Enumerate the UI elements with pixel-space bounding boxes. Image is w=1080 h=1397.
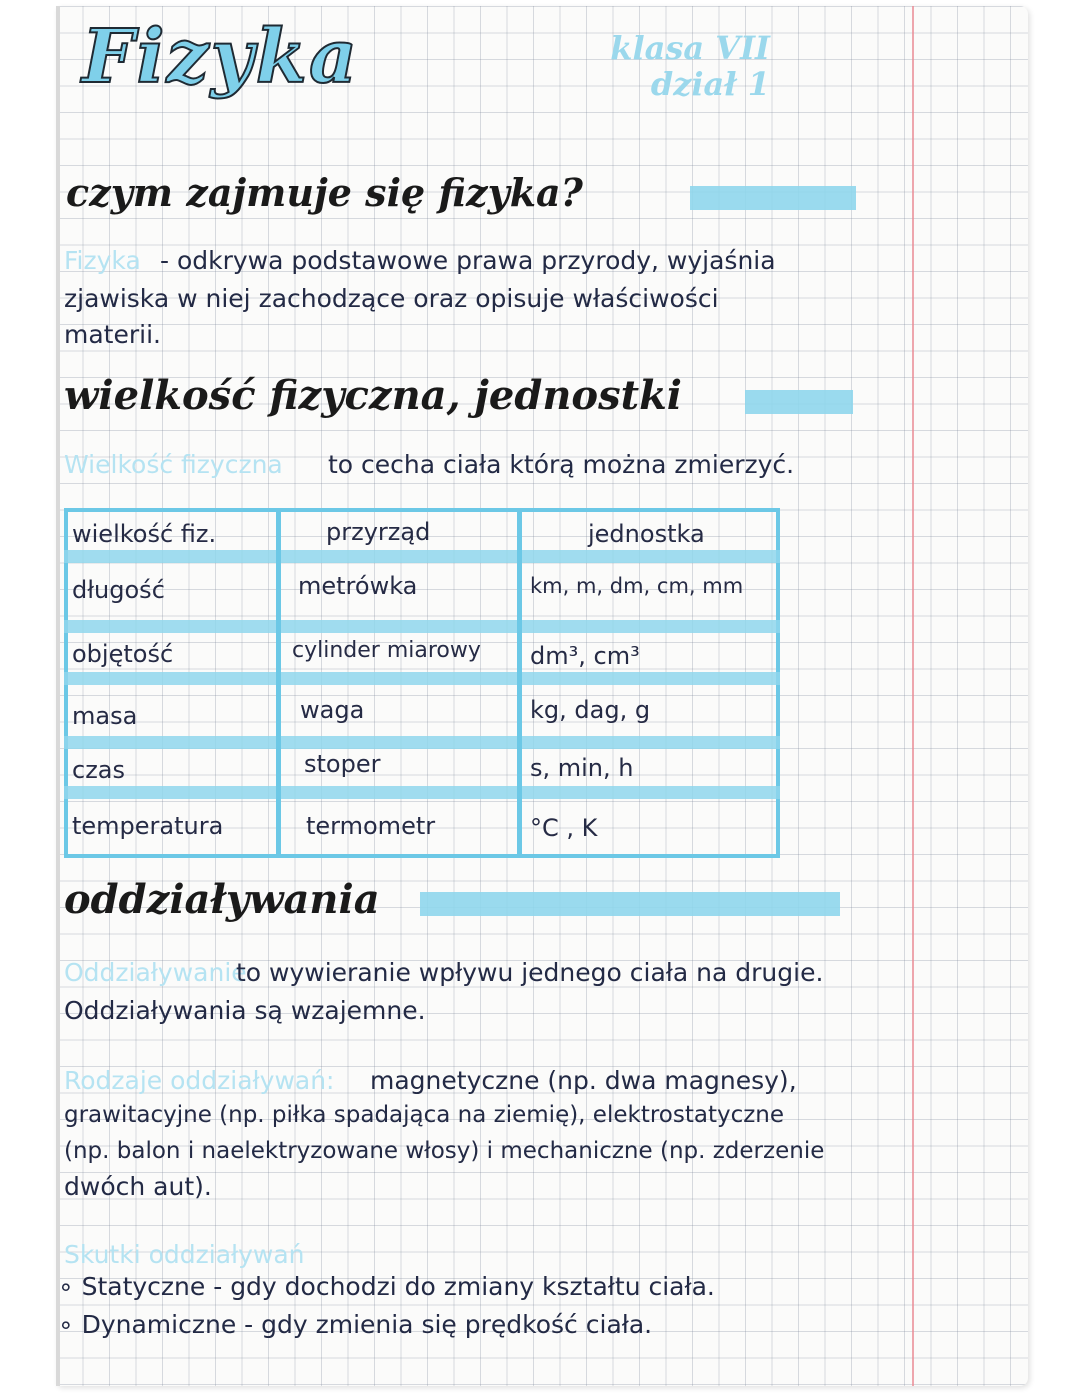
table-cell: dm³, cm³ [530,642,640,670]
term-physics: Fizyka [64,246,141,275]
table-cell: °C , K [530,814,598,842]
heading-highlight [690,186,856,210]
section-heading-interactions: oddziaływania [64,876,380,923]
table-row-divider [64,786,780,799]
table-cell: masa [72,702,138,730]
interaction-types-line: dwóch aut). [64,1172,212,1201]
heading-highlight [745,390,853,414]
table-cell: długość [72,576,165,604]
table-row-divider [64,620,780,633]
table-row-divider [64,672,780,685]
table-cell: km, m, dm, cm, mm [530,574,744,598]
interaction-types-line: grawitacyjne (np. piłka spadająca na ziemię), elektrostatyczne [64,1102,785,1128]
table-cell: kg, dag, g [530,696,651,724]
table-cell: termometr [306,812,436,840]
table-header-unit: jednostka [588,520,705,548]
table-cell: s, min, h [530,754,634,782]
subtitle-section: dział 1 [650,65,770,103]
table-cell: cylinder miarowy [292,638,481,663]
table-column-divider [276,508,281,858]
quantity-definition: to cecha ciała którą można zmierzyć. [328,450,795,479]
table-row-divider [64,736,780,749]
interaction-types-line: (np. balon i naelektryzowane włosy) i mechaniczne (np. zderzenie [64,1138,825,1164]
table-cell: waga [300,696,365,724]
term-interaction-effects: Skutki oddziaływań [64,1240,305,1269]
interaction-types-line: magnetyczne (np. dwa magnesy), [370,1066,797,1095]
term-physical-quantity: Wielkość fizyczna [64,450,283,479]
table-cell: metrówka [298,572,418,600]
section-heading-physics: czym zajmuje się fizyka? [66,170,583,215]
page-subtitle [550,30,770,102]
table-header-instrument: przyrząd [326,518,431,546]
interaction-definition: to wywieranie wpływu jednego ciała na drugie. [236,958,824,987]
table-column-divider [517,508,522,858]
heading-highlight [420,892,840,916]
table-cell: objętość [72,640,174,668]
physics-definition-line: materii. [64,320,161,349]
section-heading-quantities: wielkość fizyczna, jednostki [64,372,682,419]
term-interaction-types: Rodzaje oddziaływań: [64,1066,335,1095]
table-row-divider [64,550,780,563]
page-binding [56,6,60,1386]
margin-line [912,6,914,1386]
physics-definition-line: - odkrywa podstawowe prawa przyrody, wyjaśnia [160,246,776,275]
term-interaction: Oddziaływanie [64,958,247,987]
physics-definition-line: zjawiska w niej zachodzące oraz opisuje właściwości [64,284,719,313]
table-cell: stoper [304,750,381,778]
effect-list-item: ∘ Dynamiczne - gdy zmienia się prędkość ciała. [58,1310,653,1339]
effect-list-item: ∘ Statyczne - gdy dochodzi do zmiany kształtu ciała. [58,1272,715,1301]
subtitle-class: klasa VII [610,29,770,67]
interaction-definition: Oddziaływania są wzajemne. [64,996,426,1025]
page-title: Fizyka [82,14,359,100]
table-cell: temperatura [72,812,224,840]
table-cell: czas [72,756,126,784]
table-header-quantity: wielkość fiz. [72,520,217,548]
